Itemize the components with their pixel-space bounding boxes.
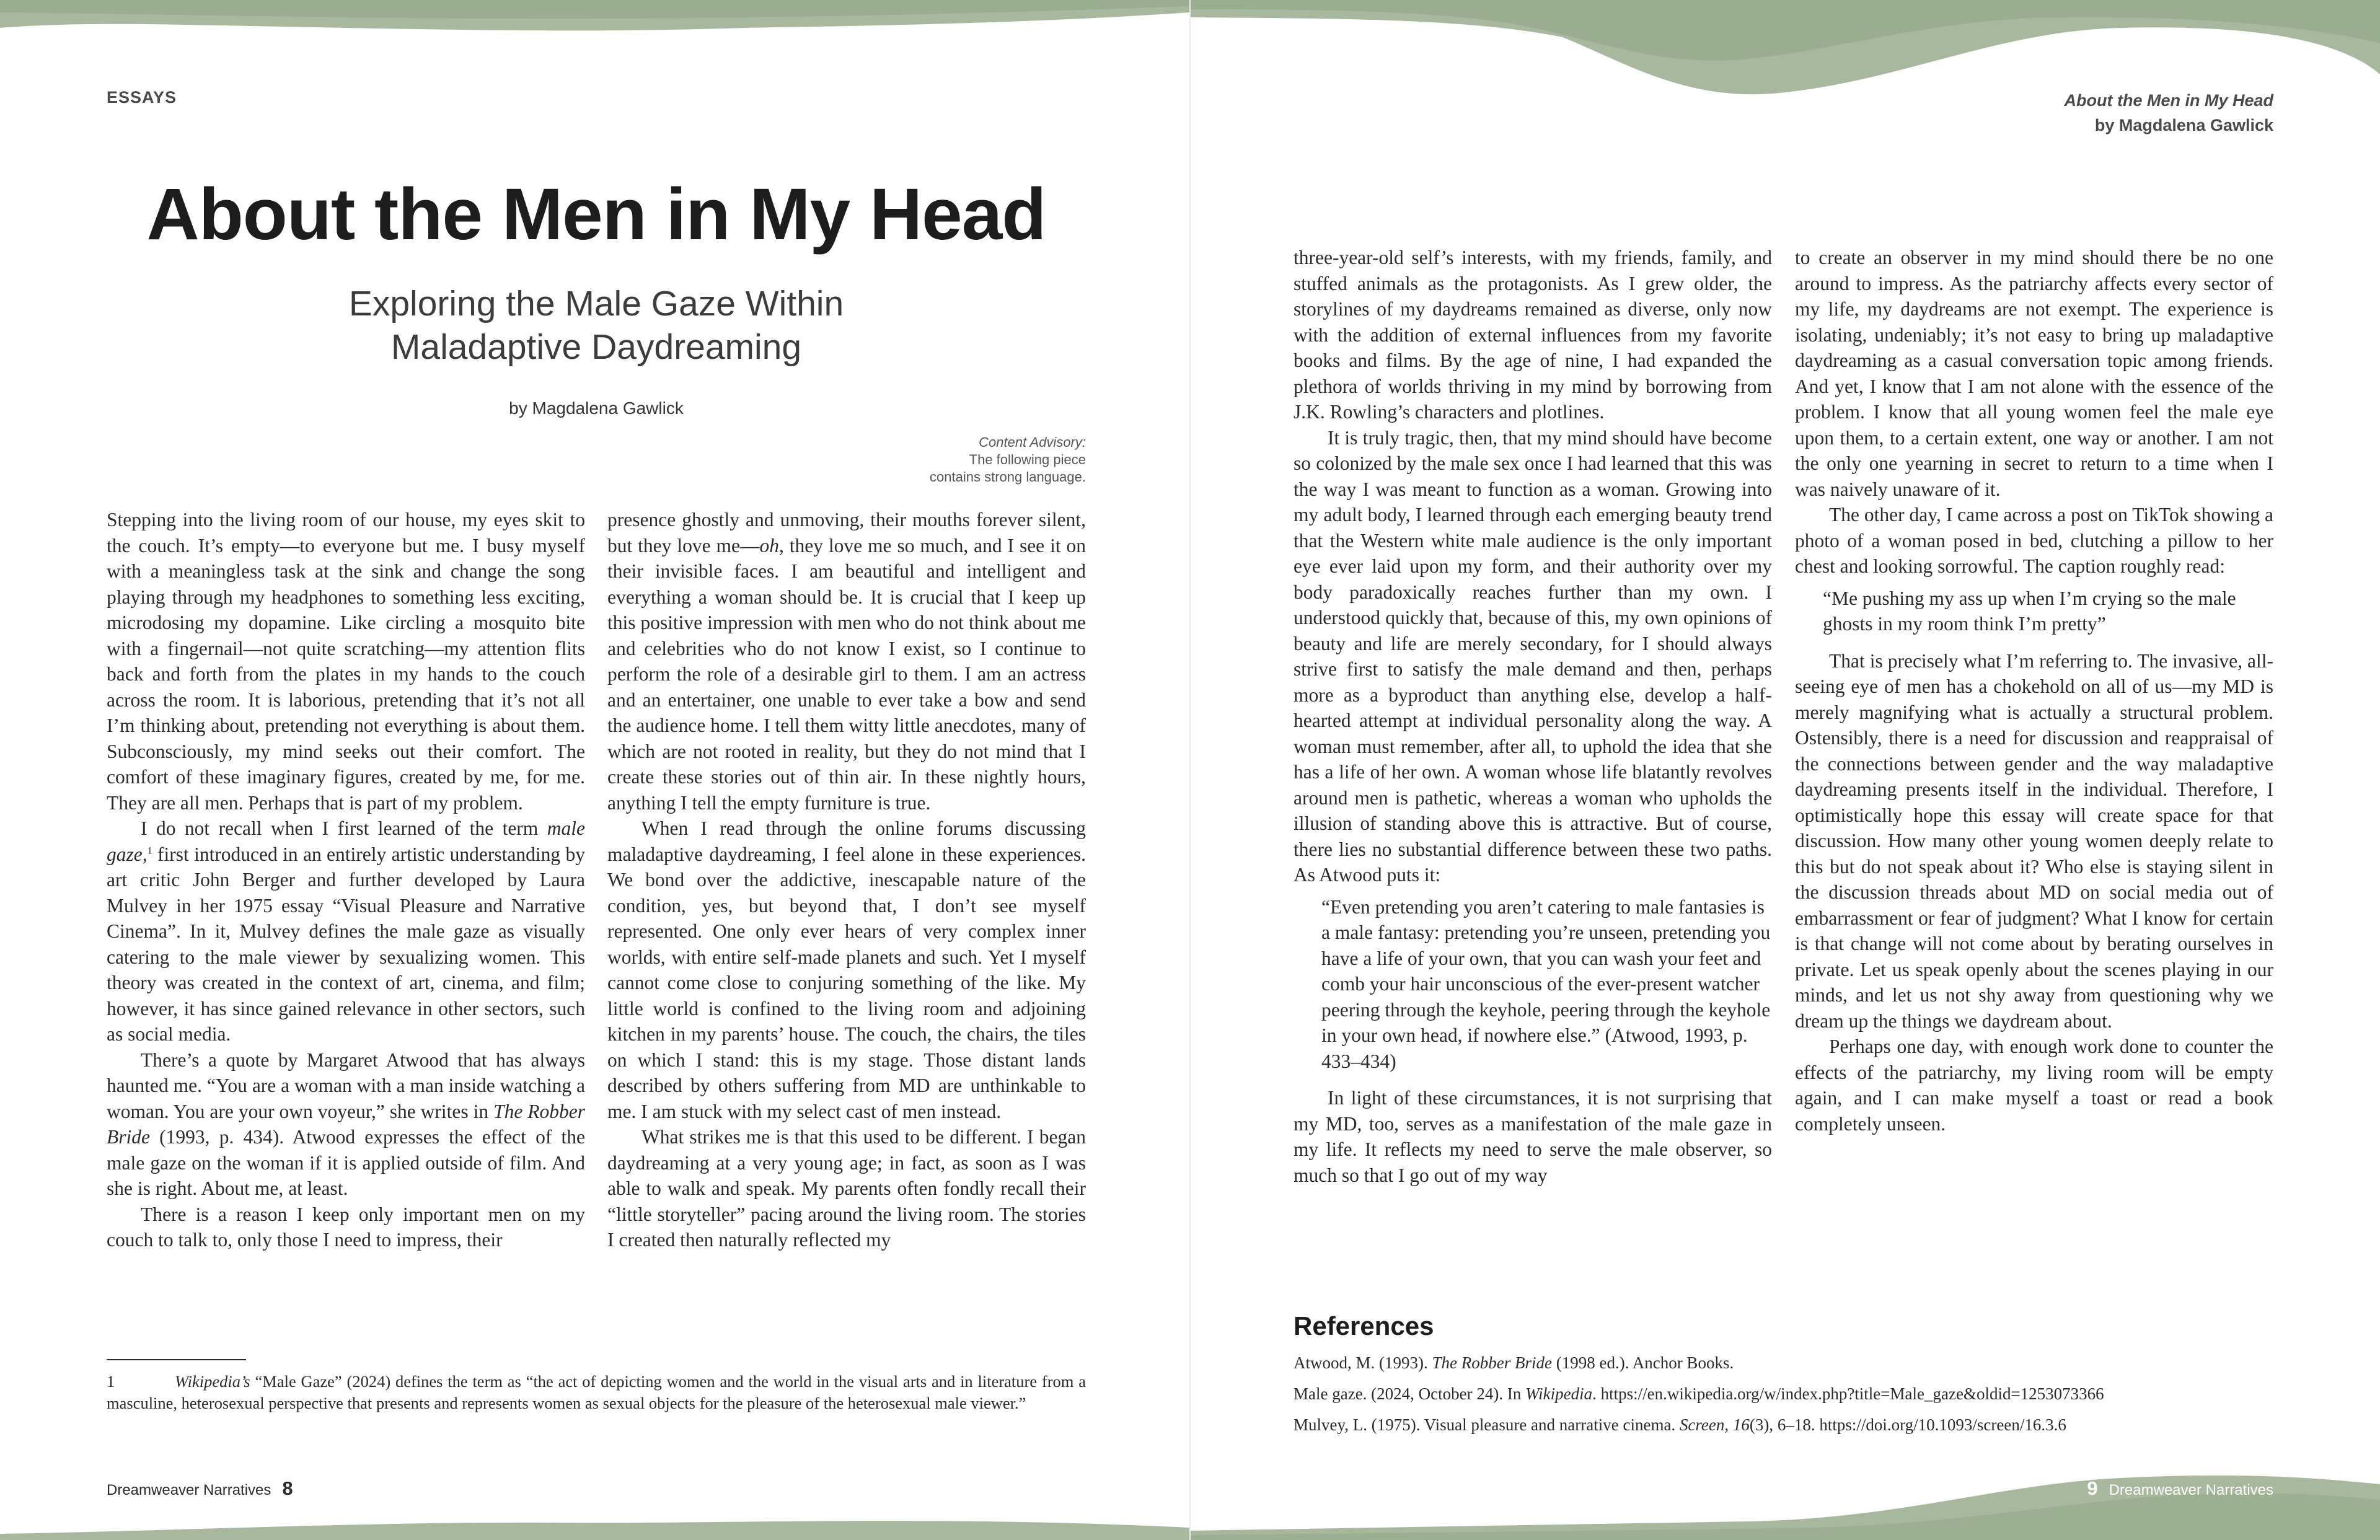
body-column-1 bbox=[107, 507, 585, 1253]
paragraph: I do not recall when I first learned of the term male gaze,$^1$ first introduced in an entirely artistic understanding by art critic John Berger and further developed by Laura Mulvey in her 1975 essay “Visual Pleasure and Narrative Cinema”. In it, Mulvey defines the male gaze as visually catering to the male viewer by sexualizing women. This theory was created in the context of art, cinema, and film; however, it has since gained relevance in other sectors, such as social media. bbox=[107, 817, 585, 1045]
decorative-wave-bottom-right bbox=[1191, 1459, 2380, 1540]
block-quote: “Me pushing my ass up when I’m crying so the male ghosts in my room think I’m pretty” bbox=[1823, 587, 2236, 635]
reference-item: Atwood, M. (1993). The Robber Bride (1998 ed.). Anchor Books. bbox=[1294, 1353, 1734, 1372]
advisory-heading: Content Advisory: bbox=[979, 434, 1086, 450]
footnote-rule bbox=[107, 1359, 246, 1360]
reference-item: Mulvey, L. (1975). Visual pleasure and narrative cinema. Screen, 16(3), 6–18. https://doi.org/10.1093/screen/16.3.6 bbox=[1294, 1415, 2066, 1434]
subtitle-line-1: Exploring the Male Gaze Within bbox=[348, 284, 844, 323]
paragraph: In light of these circumstances, it is not surprising that my MD, too, serves as a manifestation of the male gaze in my life. It reflects my need to serve the male observer, so much so that I go out of my way bbox=[1294, 1087, 1772, 1186]
paragraph: Perhaps one day, with enough work done to counter the effects of the patriarchy, my living room will be empty again, and I can make myself a toast or read a book completely unseen. bbox=[1795, 1036, 2273, 1135]
paragraph: presence ghostly and unmoving, their mouths forever silent, but they love me—oh, they love me so much, and I see it on their invisible faces. I am beautiful and intelligent and everything a woman should be. It is crucial that I keep up this positive impression with men who do not think about me and celebrities who do not know I exist, so I continue to perform the role of a desirable girl to them. I am an actress and an entertainer, one unable to ever take a bow and send the audience home. I tell them witty little anecdotes, many of which are not rooted in reality, but they do not mind that I create these stories out of thin air. In these nightly hours, anything I tell the empty furniture is true. bbox=[607, 509, 1086, 814]
block-quote: “Even pretending you aren’t catering to male fantasies is a male fantasy: pretending you’re unseen, pretending you have a life of your own, that you can wash your feet and comb your hair unconscious of the ever-present watcher peering through the keyhole, peering through the keyhole in your own head, if nowhere else.” (Atwood, 1993, p. 433–434) bbox=[1321, 895, 1771, 1072]
advisory-line-2: contains strong language. bbox=[930, 469, 1086, 485]
paragraph: to create an observer in my mind should there be no one around to impress. As the patriarchy affects every sector of my life, my daydreams are not exempt. The experience is isolating, undeniably; it’s not easy to bring up maladaptive daydreaming as a casual conversation topic among friends. And yet, I know that I am not alone with the essence of the problem. I know that all young women feel the male eye upon them, to a certain extent, one way or another. I am not the only one yearning in secret to return to a time when I was naively unaware of it. bbox=[1795, 247, 2273, 500]
paragraph: There’s a quote by Margaret Atwood that has always haunted me. “You are a woman with a man inside watching a woman. You are your own voyeur,” she writes in The Robber Bride (1993, p. 434). Atwood expresses the effect of the male gaze on the woman if it is applied outside of film. And she is right. About me, at least. bbox=[107, 1049, 585, 1199]
article-subtitle bbox=[107, 282, 1086, 369]
page-number: 9 bbox=[2087, 1477, 2098, 1499]
reference-item: Male gaze. (2024, October 24). In Wikipedia. https://en.wikipedia.org/w/index.php?title=Male_gaze&oldid=1253073366 bbox=[1294, 1384, 2104, 1403]
article-title: About the Men in My Head bbox=[146, 174, 1046, 255]
page-number: 8 bbox=[282, 1477, 293, 1499]
content-advisory bbox=[838, 434, 1086, 486]
left-page bbox=[0, 0, 1189, 1540]
paragraph: There is a reason I keep only important men on my couch to talk to, only those I need to impress, their bbox=[107, 1203, 585, 1251]
running-head-author: by Magdalena Gawlick bbox=[2094, 116, 2273, 134]
paragraph: What strikes me is that this used to be different. I began daydreaming at a very young age; in fact, as soon as I was able to walk and speak. My parents often fondly recall their “little storyteller” pacing around the living room. The stories I created then naturally reflected my bbox=[607, 1126, 1086, 1251]
right-page bbox=[1191, 0, 2380, 1540]
body-column-3 bbox=[1294, 245, 1772, 1188]
decorative-wave-top-left bbox=[0, 0, 1189, 108]
paragraph: three-year-old self’s interests, with my friends, family, and stuffed animals as the protagonists. As I grew older, the storylines of my daydreams remained as diverse, only now with the addition of external influences from my favorite books and films. By the age of nine, I had expanded the plethora of worlds thriving in my mind by borrowing from J.K. Rowling’s characters and plotlines. bbox=[1294, 247, 1772, 423]
paragraph: When I read through the online forums discussing maladaptive daydreaming, I feel alone in these experiences. We bond over the addictive, inescapable nature of the condition, yes, but beyond that, I don’t see myself represented. One only ever hears of very complex inner worlds, with entire self-made planets and such. Yet I myself cannot come close to conjuring something of the like. My little world is confined to the living room and adjoining kitchen in my parents’ house. The couch, the chairs, the tiles on which I stand: this is my stage. Those distant lands described by others suffering from MD are unthinkable to me. I am stuck with my select cast of men instead. bbox=[607, 817, 1086, 1122]
running-head bbox=[2065, 88, 2274, 138]
running-head-title: About the Men in My Head bbox=[2064, 91, 2273, 110]
section-label: ESSAYS bbox=[107, 88, 177, 107]
footnote-marker: 1 bbox=[147, 845, 152, 856]
references-list bbox=[1294, 1352, 2291, 1445]
references-heading: References bbox=[1294, 1311, 1434, 1340]
advisory-line-1: The following piece bbox=[969, 452, 1086, 467]
footnote: 1 Wikipedia’s “Male Gaze” (2024) defines the term as “the act of depicting women and the world in the visual arts and in literature from a masculine, heterosexual perspective that presents and represents women as sexual objects for the pleasure of the heterosexual male viewer.” bbox=[107, 1372, 1086, 1412]
paragraph: The other day, I came across a post on TikTok showing a photo of a woman posed in bed, clutching a pillow to her chest and looking sorrowful. The caption roughly read: bbox=[1795, 504, 2273, 577]
publication-name: Dreamweaver Narratives bbox=[2109, 1482, 2273, 1498]
subtitle-line-2: Maladaptive Daydreaming bbox=[390, 327, 802, 367]
body-column-2 bbox=[607, 507, 1086, 1253]
footnote-number: 1 bbox=[107, 1372, 115, 1391]
decorative-wave-bottom-left bbox=[0, 1497, 1189, 1540]
paragraph: That is precisely what I’m referring to. The invasive, all-seeing eye of men has a chokehold on all of us—my MD is merely magnifying what is actually a structural problem. Ostensibly, there is a need for discussion and reappraisal of the connections between gender and the way maladaptive daydreaming presents itself in the individual. Therefore, I optimistically hope this essay will create space for that discussion. How many other young women deeply relate to this but do not speak about it? Who else is staying silent in the discussion threads about MD on social media out of embarrassment or fear of judgment? What I know for certain is that change will not come about by berating ourselves in private. Let us speak openly about the scenes playing in our minds, and let us not shy away from questioning why we dream up the things we daydream about. bbox=[1795, 649, 2273, 1032]
byline: by Magdalena Gawlick bbox=[509, 398, 684, 418]
body-column-4 bbox=[1795, 245, 2273, 1137]
publication-name: Dreamweaver Narratives bbox=[107, 1482, 271, 1498]
folio-right bbox=[2087, 1477, 2273, 1500]
paragraph: It is truly tragic, then, that my mind should have become so colonized by the male sex once I had learned that this was the way I was meant to function as a woman. Growing into my adult body, I learned through each emerging beauty trend that the Western white male audience is the only important eye ever laid upon my form, and their authority over my body paradoxically reaches further than my own. I understood quickly that, because of this, my own opinions of beauty and life are merely secondary, for I should always strive first to satisfy the male demand and then, perhaps more as a byproduct than anything else, develop a half-hearted attempt at individual personality along the way. A woman must remember, after all, to uphold the idea that she has a life of her own. A woman whose life blatantly revolves around men is pathetic, whereas a woman who upholds the illusion of standing above this is attractive. But of course, there lies no substantial difference between these two paths. As Atwood puts it: bbox=[1294, 426, 1772, 886]
paragraph: Stepping into the living room of our house, my eyes skit to the couch. It’s empty—to everyone but me. I busy myself with a meaningless task at the sink and change the song playing through my headphones to something less exciting, microdosing my dopamine. Like circling a mosquito bite with a fingernail—not quite scratching—my attention flits back and forth from the plates in my hands to the couch across the room. It is laborious, pretending that it’s not all I’m thinking about, pretending not everything is about them. Subconsciously, my mind seeks out their comfort. The comfort of these imaginary figures, created by me, for me. They are all men. Perhaps that is part of my problem. bbox=[107, 509, 585, 814]
